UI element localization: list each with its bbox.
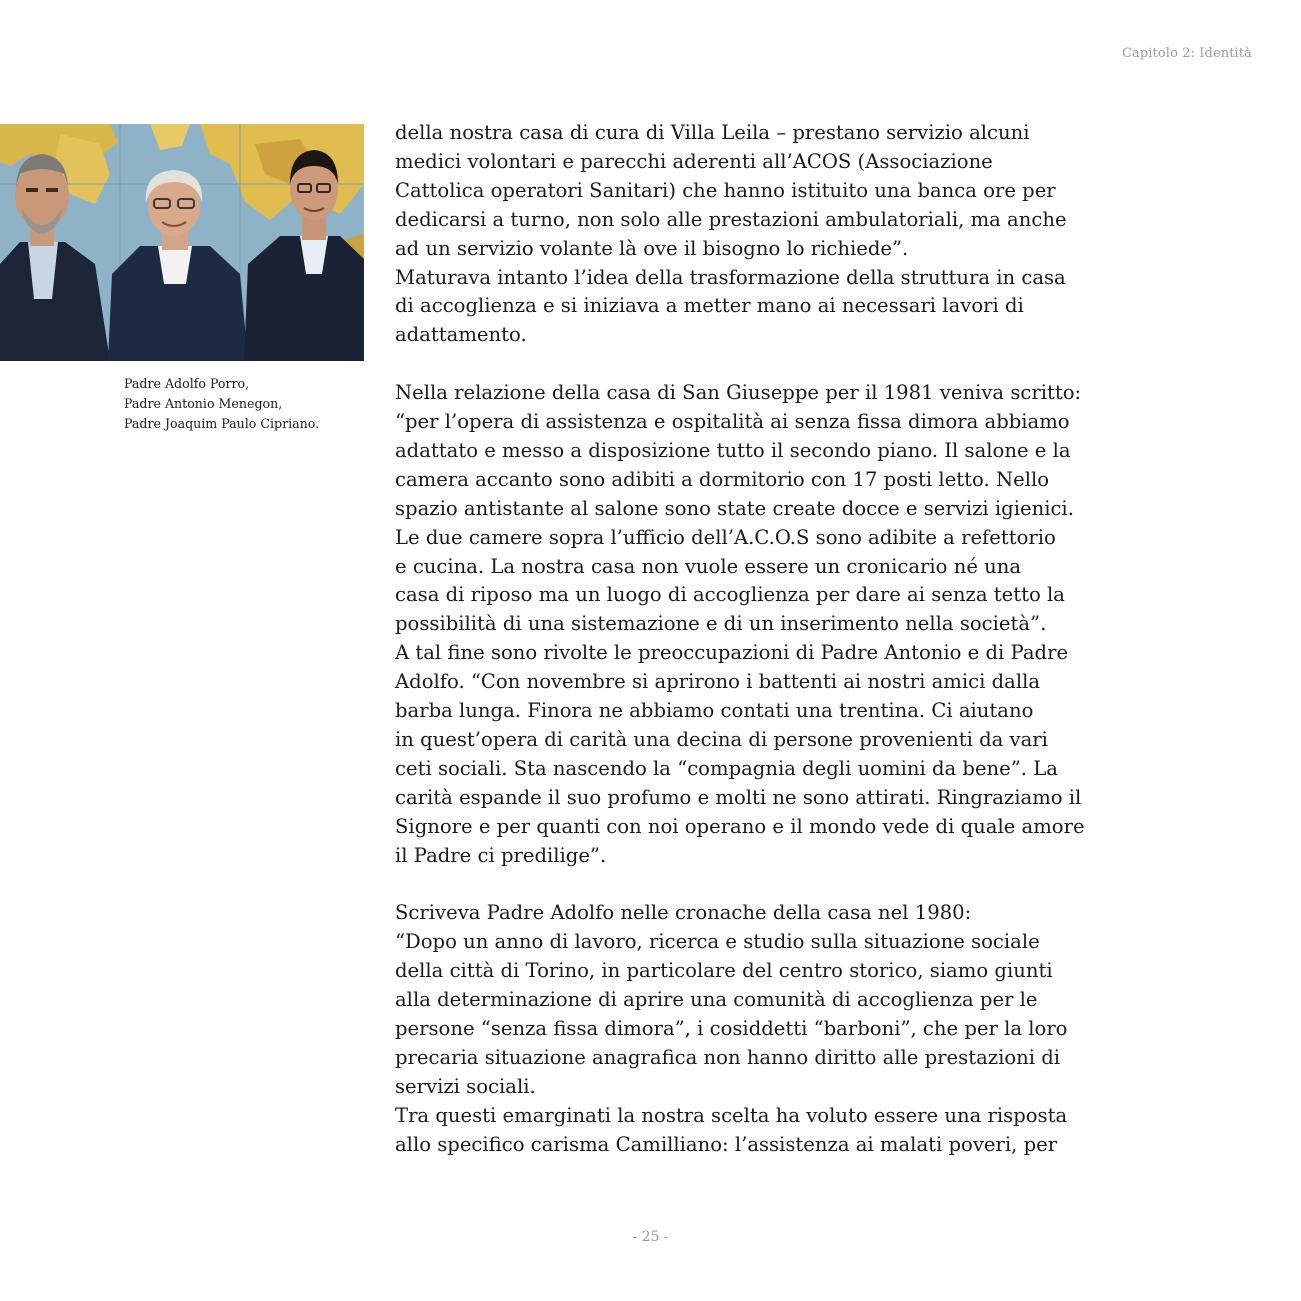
paragraph-1 [395, 119, 1195, 350]
text-line: Tra questi emarginati la nostra scelta ha voluto essere una risposta [395, 1103, 1068, 1127]
caption-line: Padre Joaquim Paulo Cipriano. [124, 416, 320, 431]
text-line: Adolfo. “Con novembre si aprirono i battenti ai nostri amici dalla [395, 670, 1041, 694]
text-line: dedicarsi a turno, non solo alle prestazioni ambulatoriali, ma anche [395, 207, 1067, 231]
text-line: “per l’opera di assistenza e ospitalità ai senza fissa dimora abbiamo [395, 410, 1070, 434]
caption-line: Padre Adolfo Porro, [124, 376, 250, 391]
text-line: servizi sociali. [395, 1074, 536, 1098]
text-line: possibilità di una sistemazione e di un inserimento nella società”. [395, 612, 1047, 636]
body-text [395, 119, 1195, 1160]
text-line: allo specifico carisma Camilliano: l’assistenza ai malati poveri, per [395, 1132, 1058, 1156]
text-line: ad un servizio volante là ove il bisogno lo richiede”. [395, 236, 909, 260]
text-line: della nostra casa di cura di Villa Leila – prestano servizio alcuni [395, 121, 1030, 144]
text-line: Cattolica operatori Sanitari) che hanno istituito una banca ore per [395, 178, 1056, 202]
text-line: Signore e per quanti con noi operano e il mondo vede di quale amore [395, 814, 1085, 838]
text-line: alla determinazione di aprire una comunità di accoglienza per le [395, 988, 1038, 1012]
text-line: della città di Torino, in particolare del centro storico, siamo giunti [395, 959, 1053, 983]
text-line: “Dopo un anno di lavoro, ricerca e studio sulla situazione sociale [395, 930, 1040, 954]
text-line: barba lunga. Finora ne abbiamo contati una trentina. Ci aiutano [395, 699, 1034, 723]
text-line: Scriveva Padre Adolfo nelle cronache della casa nel 1980: [395, 901, 972, 925]
text-line: Maturava intanto l’idea della trasformazione della struttura in casa [395, 265, 1066, 289]
text-line: spazio antistante al salone sono state create docce e servizi igienici. [395, 496, 1074, 520]
paragraph-spacer [395, 350, 1195, 379]
paragraph-spacer [395, 871, 1195, 900]
text-line: precaria situazione anagrafica non hanno diritto alle prestazioni di [395, 1045, 1061, 1069]
text-line: medici volontari e parecchi aderenti all’ACOS (Associazione [395, 149, 993, 173]
running-head: Capitolo 2: Identità [1121, 46, 1252, 61]
text-line: il Padre ci predilige”. [395, 843, 607, 867]
text-line: persone “senza fissa dimora”, i cosiddetti “barboni”, che per la loro [395, 1017, 1068, 1041]
text-line: Nella relazione della casa di San Giuseppe per il 1981 veniva scritto: [395, 381, 1082, 405]
text-line: adattato e messo a disposizione tutto il secondo piano. Il salone e la [395, 438, 1071, 462]
paragraph-3 [395, 899, 1195, 1159]
paragraph-2 [395, 379, 1195, 870]
text-line: di accoglienza e si iniziava a metter mano ai necessari lavori di [395, 294, 1024, 318]
photo-caption [124, 374, 364, 434]
text-line: A tal fine sono rivolte le preoccupazioni di Padre Antonio e di Padre [395, 641, 1069, 665]
text-line: adattamento. [395, 323, 527, 347]
text-line: in quest’opera di carità una decina di persone provenienti da vari [395, 728, 1048, 752]
photo-three-priests [0, 124, 364, 361]
text-line: carità espande il suo profumo e molti ne sono attirati. Ringraziamo il [395, 785, 1082, 809]
caption-line: Padre Antonio Menegon, [124, 396, 283, 411]
page-number: - 25 - [632, 1229, 669, 1245]
text-line: casa di riposo ma un luogo di accoglienza per dare ai senza tetto la [395, 583, 1065, 607]
text-line: e cucina. La nostra casa non vuole essere un cronicario né una [395, 554, 1022, 578]
text-line: camera accanto sono adibiti a dormitorio con 17 posti letto. Nello [395, 467, 1050, 491]
text-line: Le due camere sopra l’ufficio dell’A.C.O.S sono adibite a refettorio [395, 525, 1056, 549]
text-line: ceti sociali. Sta nascendo la “compagnia degli uomini da bene”. La [395, 756, 1058, 780]
